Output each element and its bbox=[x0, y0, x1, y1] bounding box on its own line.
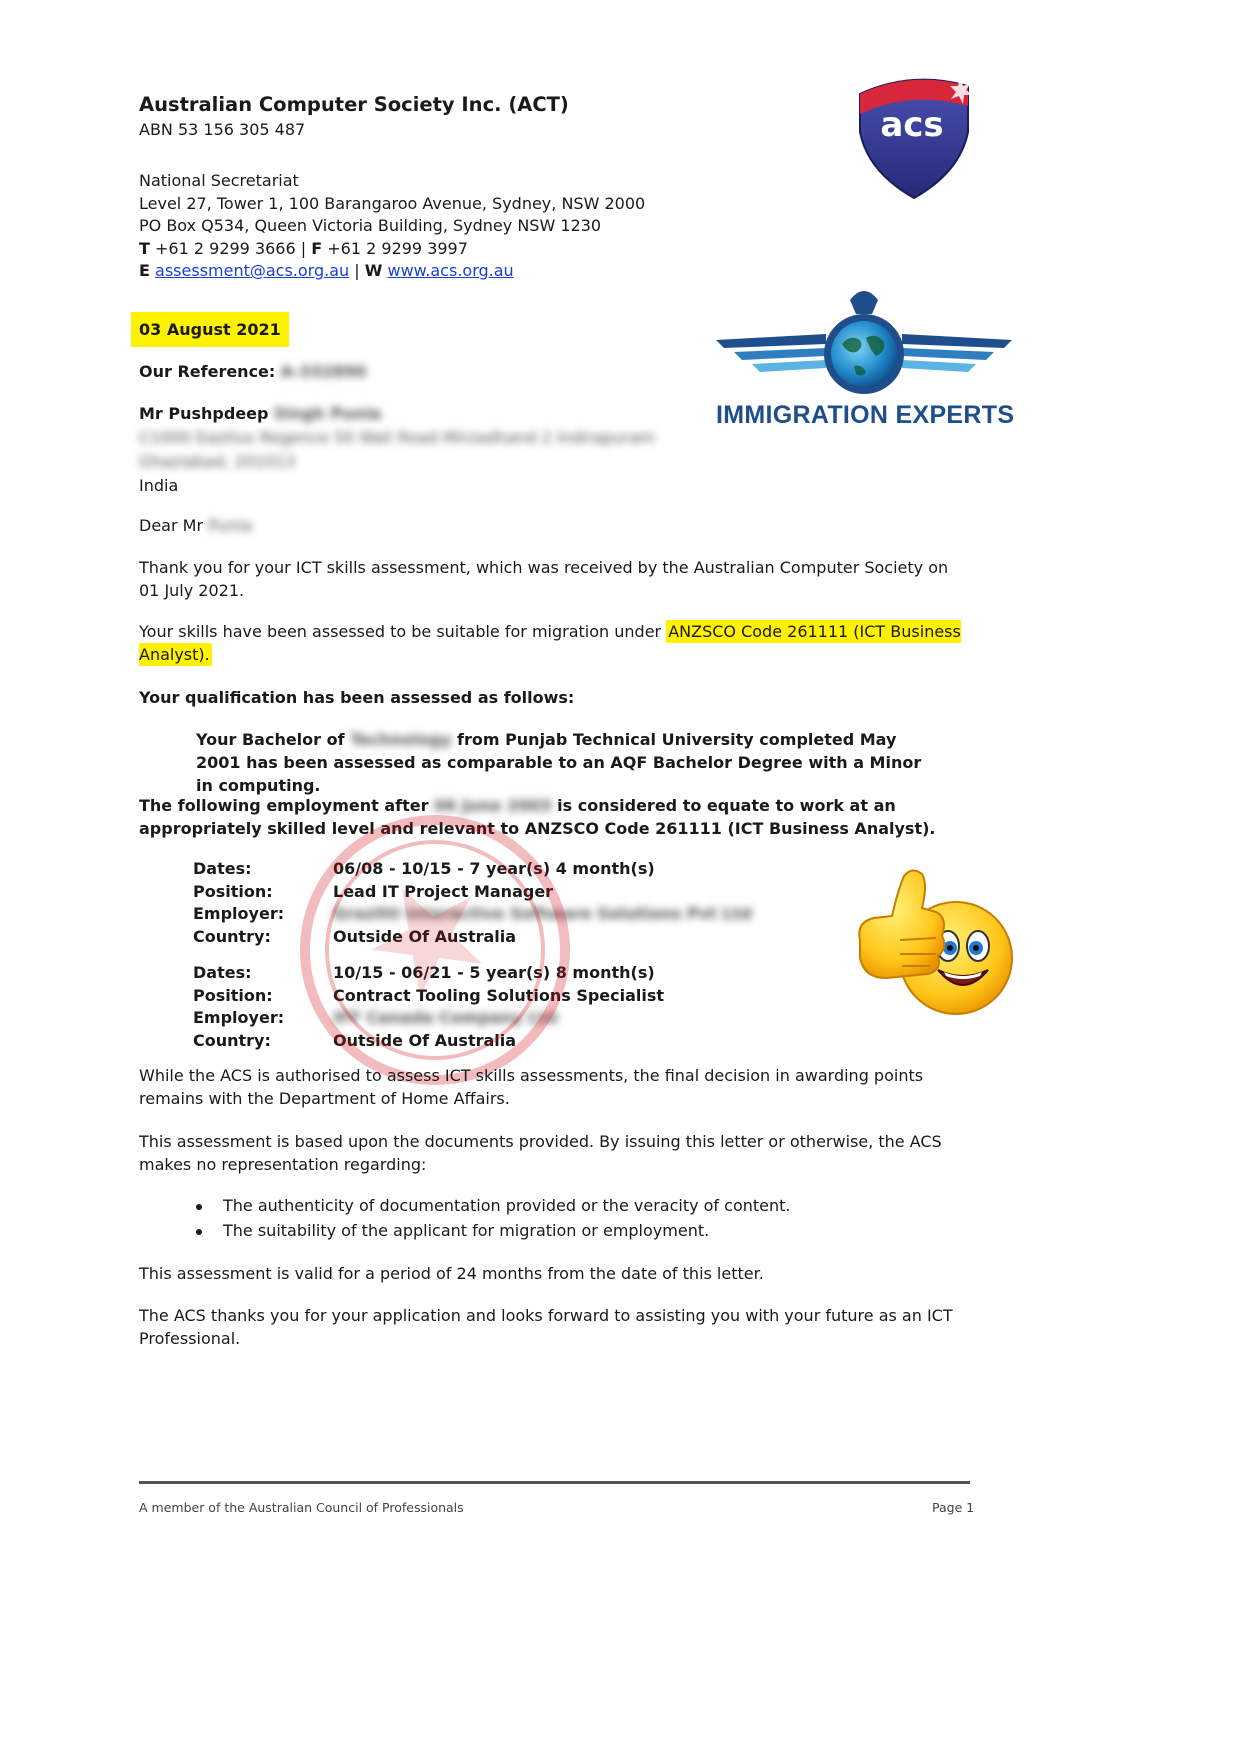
position-label: Position: bbox=[193, 985, 273, 1005]
reference-label: Our Reference: bbox=[139, 362, 276, 381]
recipient-city-redacted: Ghaziabad, 201013 bbox=[139, 452, 296, 471]
phone-line bbox=[139, 237, 645, 260]
footer-membership: A member of the Australian Council of Professionals bbox=[139, 1500, 464, 1515]
reference-value-redacted: A-332890 bbox=[280, 362, 367, 381]
country-label: Country: bbox=[193, 1030, 271, 1050]
authorisation-paragraph: While the ACS is authorised to assess ICT skills assessments, the final decision in awarding points remains with the Department of Home Affairs. bbox=[139, 1066, 924, 1108]
organization-name: Australian Computer Society Inc. (ACT) bbox=[139, 93, 569, 116]
salutation-name-redacted: Punia bbox=[208, 516, 253, 535]
recipient-block bbox=[139, 402, 655, 498]
employment-dates: 10/15 - 06/21 - 5 year(s) 8 month(s) bbox=[333, 963, 655, 982]
bullet-icon bbox=[196, 1204, 202, 1210]
employer-label: Employer: bbox=[193, 1008, 285, 1027]
our-reference bbox=[139, 360, 366, 383]
acs-logo-text: acs bbox=[880, 105, 944, 145]
employment-entry bbox=[193, 961, 664, 1051]
recipient-address-redacted: C1000 Eastlux Regence 50 Wall Road Mirzadhand 2 Indirapuram bbox=[139, 428, 655, 447]
email-label: E bbox=[139, 261, 150, 280]
skills-prefix: Your skills have been assessed to be suitable for migration under bbox=[139, 622, 667, 641]
address-line: Level 27, Tower 1, 100 Barangaroo Avenue, Sydney, NSW 2000 bbox=[139, 193, 646, 213]
salutation-prefix: Dear Mr bbox=[139, 516, 204, 535]
acs-logo bbox=[852, 72, 972, 202]
dates-label: Dates: bbox=[193, 859, 252, 878]
recipient-name: Mr Pushpdeep bbox=[139, 404, 269, 423]
fax-number: +61 2 9299 3997 bbox=[327, 238, 468, 258]
qualification-statement bbox=[196, 728, 936, 797]
qual-text: from Punjab Technical University completed May 2001 has been assessed as comparable to an AQF Bachelor Degree with a Minor in computing. bbox=[196, 730, 922, 795]
website-link[interactable]: www.acs.org.au bbox=[387, 261, 514, 280]
skills-paragraph bbox=[139, 620, 969, 666]
validity-paragraph: This assessment is valid for a period of 24 months from the date of this letter. bbox=[139, 1264, 764, 1283]
position-label: Position: bbox=[193, 881, 273, 901]
employment-country: Outside Of Australia bbox=[333, 1030, 517, 1050]
immigration-experts-wordmark: IMMIGRATION EXPERTS bbox=[716, 401, 1015, 429]
list-item bbox=[196, 1219, 791, 1244]
page-number: Page 1 bbox=[932, 1500, 975, 1515]
country-label: Country: bbox=[193, 926, 271, 946]
qualification-heading: Your qualification has been assessed as follows: bbox=[139, 688, 575, 707]
basis-paragraph: This assessment is based upon the documents provided. By issuing this letter or otherwise, the ACS makes no representation regarding: bbox=[139, 1132, 942, 1174]
watermark-stamp bbox=[270, 800, 600, 1100]
immigration-experts-logo bbox=[714, 282, 1014, 397]
dates-label: Dates: bbox=[193, 963, 252, 982]
employment-entry bbox=[193, 857, 752, 947]
employment-position: Lead IT Project Manager bbox=[333, 881, 554, 901]
emp-head-text: is considered to equate to work at an appropriately skilled level and relevant to ANZSCO Code 261111 (ICT Business Analyst). bbox=[139, 796, 936, 838]
separator: | bbox=[354, 261, 360, 280]
emp-head-text: The following employment after bbox=[139, 796, 435, 815]
recipient-country: India bbox=[139, 476, 179, 495]
employment-country: Outside Of Australia bbox=[333, 926, 517, 946]
email-link[interactable]: assessment@acs.org.au bbox=[155, 261, 350, 280]
employment-date-redacted: 06 June 2003 bbox=[434, 796, 552, 815]
employment-heading bbox=[139, 794, 969, 840]
closing-paragraph: The ACS thanks you for your application and looks forward to assisting you with your future as an ICT Professional. bbox=[139, 1306, 953, 1348]
phone-label: T bbox=[139, 238, 150, 258]
phone-number: +61 2 9299 3666 bbox=[155, 238, 296, 258]
address-line: PO Box Q534, Queen Victoria Building, Sydney NSW 1230 bbox=[139, 216, 602, 235]
employment-position: Contract Tooling Solutions Specialist bbox=[333, 985, 665, 1005]
address-line: National Secretariat bbox=[139, 171, 299, 190]
salutation bbox=[139, 514, 252, 537]
employer-redacted: Grazitti Interactive Software Solutions Pvt Ltd bbox=[333, 904, 752, 923]
anzsco-highlight: ANZSCO Code 261111 (ICT Business Analyst). bbox=[139, 622, 961, 664]
employer-label: Employer: bbox=[193, 904, 285, 923]
footer-divider bbox=[139, 1481, 970, 1484]
bullet-icon bbox=[196, 1229, 202, 1235]
separator: | bbox=[300, 238, 307, 258]
fax-label: F bbox=[311, 238, 323, 258]
web-label: W bbox=[364, 261, 383, 280]
disclaimer-list bbox=[196, 1194, 791, 1244]
employer-redacted: IFF Canada Company Ltd bbox=[333, 1008, 558, 1027]
recipient-name-redacted: Singh Punia bbox=[273, 404, 382, 423]
list-item bbox=[196, 1194, 791, 1219]
contact-line bbox=[139, 259, 645, 282]
thumbs-up-emoji-icon bbox=[852, 862, 1014, 1018]
list-item-text: The authenticity of documentation provided or the veracity of content. bbox=[223, 1196, 791, 1215]
employment-dates: 06/08 - 10/15 - 7 year(s) 4 month(s) bbox=[333, 859, 655, 878]
qual-text: Your Bachelor of bbox=[196, 730, 351, 749]
thanks-paragraph: Thank you for your ICT skills assessment, which was received by the Australian Computer Society on 01 July 2021. bbox=[139, 558, 949, 600]
list-item-text: The suitability of the applicant for migration or employment. bbox=[223, 1221, 710, 1240]
degree-redacted: Technology bbox=[350, 730, 452, 749]
address-block bbox=[139, 169, 645, 282]
letter-date: 03 August 2021 bbox=[131, 312, 289, 347]
abn-number: ABN 53 156 305 487 bbox=[139, 120, 306, 139]
